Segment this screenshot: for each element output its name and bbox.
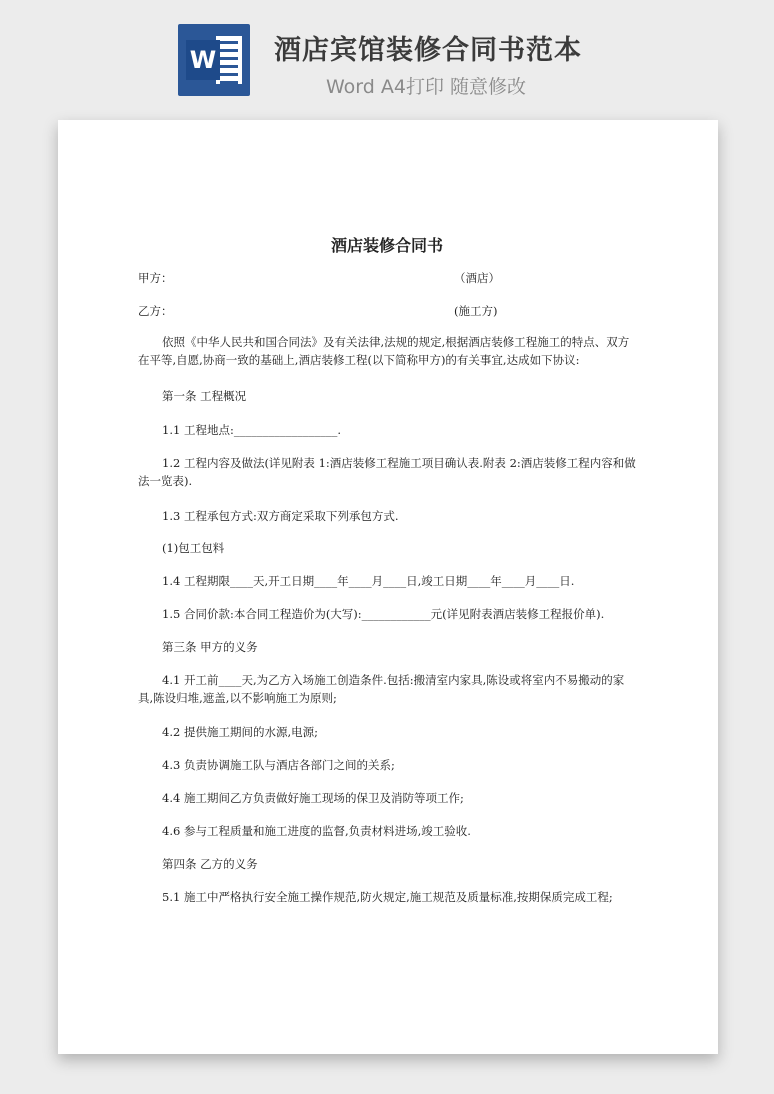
clause-1-1: 1.1 工程地点:__________________. bbox=[162, 423, 341, 437]
page-title: 酒店宾馆装修合同书范本 bbox=[274, 35, 582, 66]
party-a-role: （酒店） bbox=[454, 271, 500, 285]
document-title: 酒店装修合同书 bbox=[330, 236, 443, 255]
clause-1-4: 1.4 工程期限____天,开工日期____年____月____日,竣工日期____年____月____日. bbox=[162, 574, 575, 588]
clause-4-4: 4.4 施工期间乙方负责做好施工现场的保卫及消防等项工作; bbox=[162, 791, 464, 805]
party-a-label: 甲方： bbox=[138, 271, 173, 285]
preamble: 依照《中华人民共和国合同法》及有关法律,法规的规定,根据酒店装修工程施工的特点、双方在平等,自愿,协商一致的基础上,酒店装修工程(以下简称甲方)的有关事宜,达成如下协议: bbox=[138, 335, 630, 367]
party-b-line bbox=[138, 302, 636, 320]
document-page bbox=[58, 120, 718, 1054]
page-subtitle: Word A4打印 随意修改 bbox=[326, 76, 527, 98]
clause-1-3: 1.3 工程承包方式:双方商定采取下列承包方式. bbox=[162, 509, 399, 523]
party-b-role: (施工方) bbox=[454, 304, 498, 318]
article-3-title: 第三条 甲方的义务 bbox=[162, 640, 258, 654]
clause-4-3: 4.3 负责协调施工队与酒店各部门之间的关系; bbox=[162, 758, 395, 772]
clause-1-2: 1.2 工程内容及做法(详见附表 1:酒店装修工程施工项目确认表.附表 2:酒店装修工程内容和做法一览表). bbox=[138, 456, 636, 488]
article-1-title: 第一条 工程概况 bbox=[162, 389, 247, 403]
article-4-title: 第四条 乙方的义务 bbox=[162, 857, 258, 871]
clause-4-1: 4.1 开工前____天,为乙方入场施工创造条件.包括:搬清室内家具,陈设或将室内不易搬动的家具,陈设归堆,遮盖,以不影响施工为原则; bbox=[138, 673, 625, 705]
party-b-label: 乙方： bbox=[138, 304, 173, 318]
clause-contract-type: (1)包工包料 bbox=[162, 541, 225, 555]
word-icon bbox=[178, 24, 250, 96]
clause-5-1: 5.1 施工中严格执行安全施工操作规范,防火规定,施工规范及质量标准,按期保质完成工程; bbox=[162, 890, 613, 904]
page-header bbox=[0, 0, 774, 110]
clause-4-6: 4.6 参与工程质量和施工进度的监督,负责材料进场,竣工验收. bbox=[162, 824, 471, 838]
clause-1-5: 1.5 合同价款:本合同工程造价为(大写):____________元(详见附表酒店装修工程报价单). bbox=[162, 607, 605, 621]
clause-4-2: 4.2 提供施工期间的水源,电源; bbox=[162, 725, 318, 739]
word-icon-letter: W bbox=[186, 40, 220, 80]
party-a-line bbox=[138, 269, 636, 287]
